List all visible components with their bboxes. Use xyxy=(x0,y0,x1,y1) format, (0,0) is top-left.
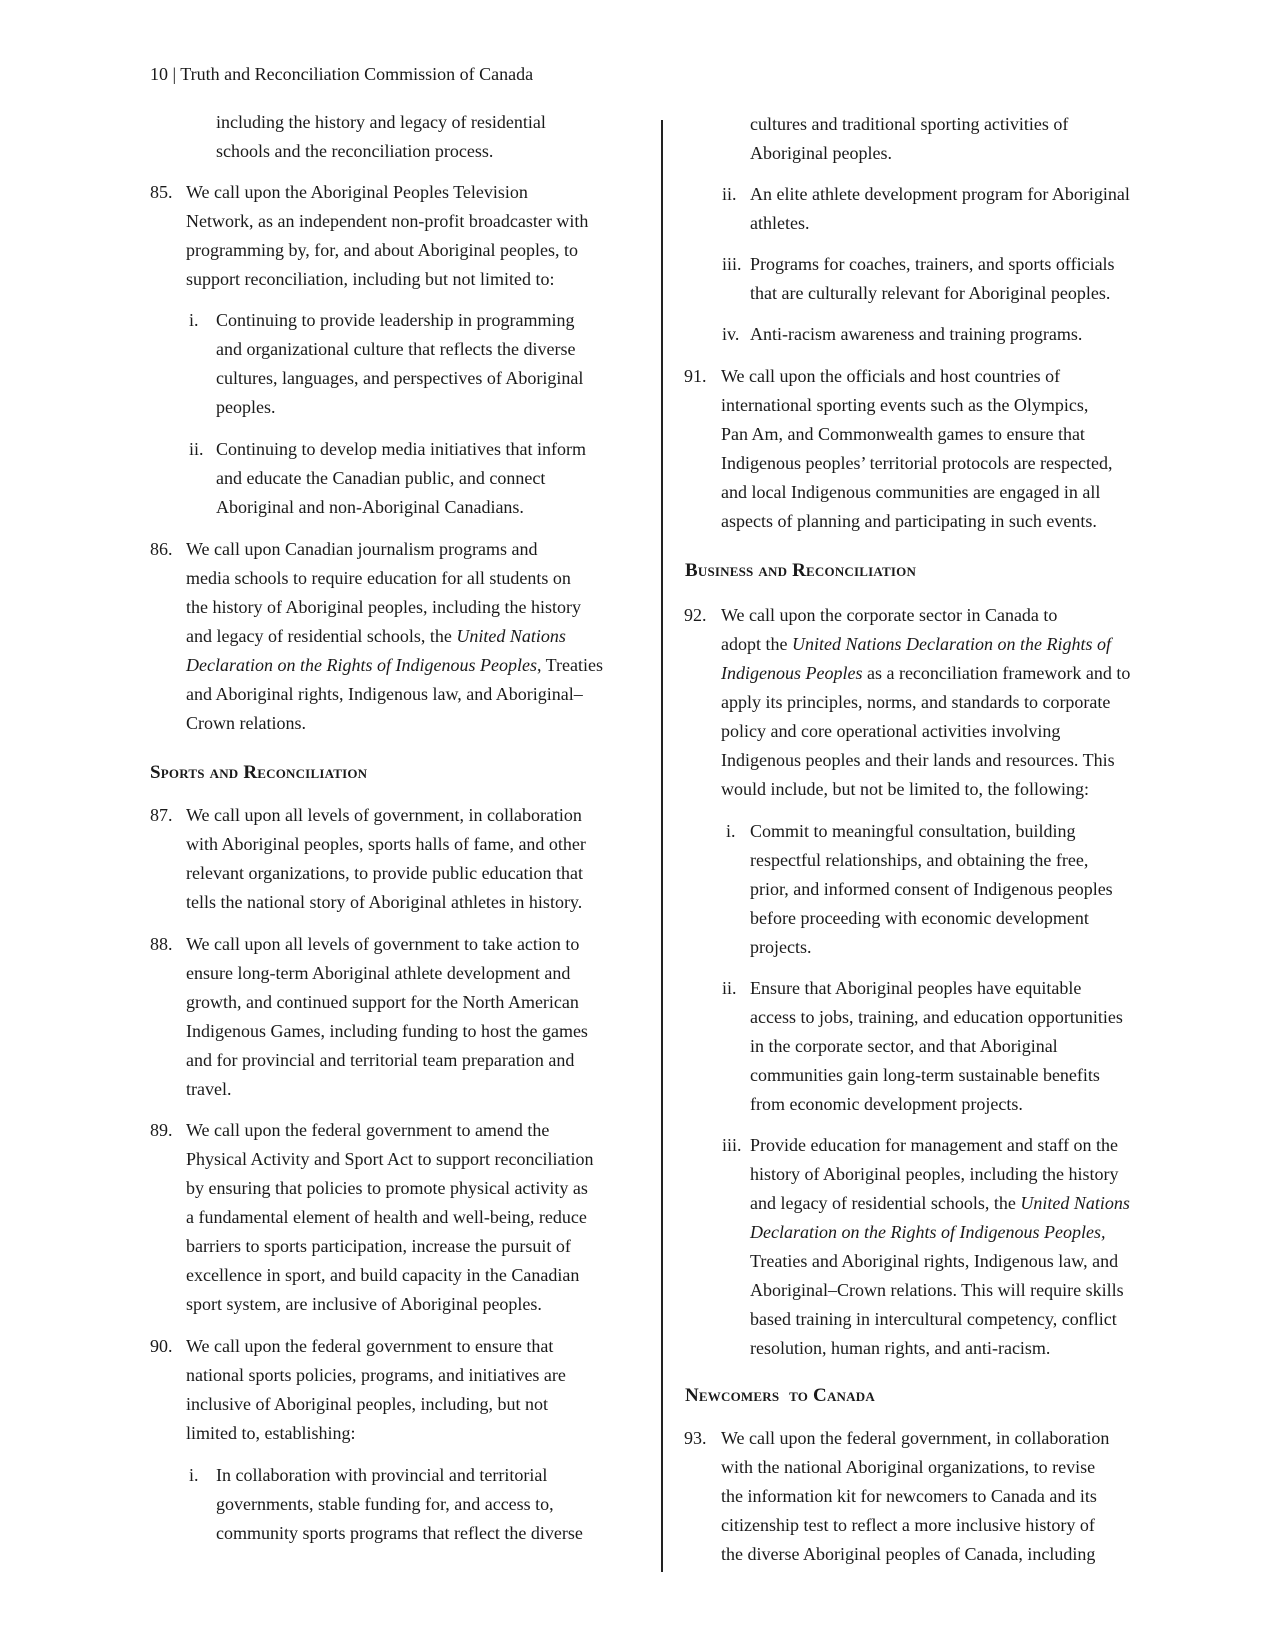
item-number: 86. xyxy=(150,539,173,559)
item-line: media schools to require education for all students on xyxy=(186,568,571,588)
continuation-line: including the history and legacy of residential xyxy=(216,112,546,132)
subitem-line: from economic development projects. xyxy=(750,1094,1023,1114)
italic-title: Indigenous Peoples xyxy=(721,663,863,683)
item-number: 91. xyxy=(684,366,707,386)
item-line: excellence in sport, and build capacity in the Canadian xyxy=(186,1265,580,1285)
item-line: We call upon all levels of government to take action to xyxy=(186,934,580,954)
subitem-line: and organizational culture that reflects the diverse xyxy=(216,339,576,359)
item-line: barriers to sports participation, increase the pursuit of xyxy=(186,1236,571,1256)
item-line xyxy=(721,659,1130,688)
item-line: We call upon Canadian journalism programs and xyxy=(186,539,538,559)
item-line xyxy=(721,630,1111,659)
subitem-line: Anti-racism awareness and training programs. xyxy=(750,324,1083,344)
item-line: inclusive of Aboriginal peoples, including, but not xyxy=(186,1394,548,1414)
subitem-line xyxy=(750,1189,1130,1218)
text-run: adopt the xyxy=(721,634,792,654)
subitem-line: projects. xyxy=(750,937,812,957)
item-line: travel. xyxy=(186,1079,232,1099)
item-line: growth, and continued support for the North American xyxy=(186,992,579,1012)
item-line: ensure long-term Aboriginal athlete development and xyxy=(186,963,571,983)
item-line: citizenship test to reflect a more inclusive history of xyxy=(721,1515,1095,1535)
subitem-line: Commit to meaningful consultation, building xyxy=(750,821,1076,841)
subitem-line: in the corporate sector, and that Aboriginal xyxy=(750,1036,1058,1056)
italic-title: United Nations Declaration on the Rights of xyxy=(791,634,1111,654)
item-number: 88. xyxy=(150,934,173,954)
italic-title: United Nations xyxy=(1020,1193,1130,1213)
continuation-line: cultures and traditional sporting activities of xyxy=(750,114,1069,134)
subitem-line: history of Aboriginal peoples, including the history xyxy=(750,1164,1119,1184)
item-number: 85. xyxy=(150,182,173,202)
subitem-line: Provide education for management and staff on the xyxy=(750,1135,1119,1155)
item-line: We call upon the federal government to ensure that xyxy=(186,1336,554,1356)
subitem-line: access to jobs, training, and education opportunities xyxy=(750,1007,1123,1027)
item-line: Crown relations. xyxy=(186,713,306,733)
column-divider xyxy=(661,120,663,1572)
running-header xyxy=(150,64,533,85)
text-run: and legacy of residential schools, the xyxy=(750,1193,1021,1213)
italic-title: Declaration on the Rights of Indigenous Peoples, xyxy=(750,1222,1106,1242)
subitem-marker: iii. xyxy=(722,1135,742,1155)
subitem-line xyxy=(750,1218,1105,1247)
subitem-line: peoples. xyxy=(216,397,276,417)
text-run: , Treaties xyxy=(536,655,603,675)
subitem-marker: i. xyxy=(726,821,736,841)
header-separator: | xyxy=(172,64,177,84)
subitem-marker: i. xyxy=(189,310,199,330)
subitem-marker: ii. xyxy=(189,439,204,459)
item-line: a fundamental element of health and well-being, reduce xyxy=(186,1207,587,1227)
item-line: support reconciliation, including but not limited to: xyxy=(186,269,555,289)
section-heading-sports: Sports and Reconciliation xyxy=(150,762,368,783)
item-line: We call upon the corporate sector in Canada to xyxy=(721,605,1058,625)
item-line: national sports policies, programs, and initiatives are xyxy=(186,1365,566,1385)
subitem-line: Aboriginal–Crown relations. This will require skills xyxy=(750,1280,1124,1300)
subitem-line: before proceeding with economic development xyxy=(750,908,1089,928)
item-line: Network, as an independent non-profit broadcaster with xyxy=(186,211,589,231)
item-number: 89. xyxy=(150,1120,173,1140)
subitem-line: Ensure that Aboriginal peoples have equitable xyxy=(750,978,1082,998)
subitem-line: cultures, languages, and perspectives of Aboriginal xyxy=(216,368,584,388)
subitem-line: Aboriginal and non-Aboriginal Canadians. xyxy=(216,497,524,517)
item-line: and for provincial and territorial team preparation and xyxy=(186,1050,575,1070)
subitem-line: and educate the Canadian public, and connect xyxy=(216,468,546,488)
subitem-line: An elite athlete development program for Aboriginal xyxy=(750,184,1130,204)
item-line: We call upon the Aboriginal Peoples Television xyxy=(186,182,528,202)
subitem-marker: iv. xyxy=(722,324,740,344)
subitem-marker: i. xyxy=(189,1465,199,1485)
subitem-line: In collaboration with provincial and territorial xyxy=(216,1465,548,1485)
item-line: the history of Aboriginal peoples, including the history xyxy=(186,597,581,617)
text-run: and legacy of residential schools, the xyxy=(186,626,457,646)
subitem-line: respectful relationships, and obtaining the free, xyxy=(750,850,1089,870)
continuation-line: schools and the reconciliation process. xyxy=(216,141,494,161)
item-line: and local Indigenous communities are engaged in all xyxy=(721,482,1101,502)
item-line: would include, but not be limited to, the following: xyxy=(721,779,1089,799)
item-line: Indigenous Games, including funding to host the games xyxy=(186,1021,588,1041)
item-line: We call upon the federal government to amend the xyxy=(186,1120,550,1140)
item-line: We call upon the federal government, in collaboration xyxy=(721,1428,1110,1448)
subitem-line: communities gain long-term sustainable benefits xyxy=(750,1065,1100,1085)
item-line: relevant organizations, to provide public education that xyxy=(186,863,584,883)
italic-title: United Nations xyxy=(456,626,566,646)
item-number: 92. xyxy=(684,605,707,625)
item-line: Indigenous peoples’ territorial protocols are respected, xyxy=(721,453,1113,473)
item-line: Indigenous peoples and their lands and resources. This xyxy=(721,750,1115,770)
subitem-marker: ii. xyxy=(722,978,737,998)
item-line: sport system, are inclusive of Aboriginal peoples. xyxy=(186,1294,542,1314)
subitem-line: Continuing to develop media initiatives that inform xyxy=(216,439,586,459)
item-line: apply its principles, norms, and standards to corporate xyxy=(721,692,1111,712)
item-line: We call upon all levels of government, in collaboration xyxy=(186,805,582,825)
subitem-line: based training in intercultural competency, conflict xyxy=(750,1309,1117,1329)
item-line: the diverse Aboriginal peoples of Canada, including xyxy=(721,1544,1096,1564)
subitem-line: Treaties and Aboriginal rights, Indigenous law, and xyxy=(750,1251,1119,1271)
subitem-line: Continuing to provide leadership in programming xyxy=(216,310,575,330)
subitem-line: prior, and informed consent of Indigenous peoples xyxy=(750,879,1113,899)
italic-title: Declaration on the Rights of Indigenous Peoples xyxy=(186,655,537,675)
section-heading-newcomers: Newcomers to Canada xyxy=(685,1385,875,1406)
item-line: and Aboriginal rights, Indigenous law, and Aboriginal– xyxy=(186,684,583,704)
subitem-line: governments, stable funding for, and access to, xyxy=(216,1494,554,1514)
item-line: international sporting events such as the Olympics, xyxy=(721,395,1089,415)
item-number: 90. xyxy=(150,1336,173,1356)
continuation-line: Aboriginal peoples. xyxy=(750,143,892,163)
item-line: by ensuring that policies to promote physical activity as xyxy=(186,1178,588,1198)
item-line: limited to, establishing: xyxy=(186,1423,356,1443)
subitem-line: Programs for coaches, trainers, and sports officials xyxy=(750,254,1115,274)
item-line: programming by, for, and about Aboriginal peoples, to xyxy=(186,240,579,260)
item-line: with the national Aboriginal organizations, to revise xyxy=(721,1457,1096,1477)
subitem-marker: ii. xyxy=(722,184,737,204)
document-title: Truth and Reconciliation Commission of Canada xyxy=(180,64,534,84)
subitem-line: that are culturally relevant for Aboriginal peoples. xyxy=(750,283,1111,303)
section-heading-business: Business and Reconciliation xyxy=(685,560,917,581)
page-number: 10 xyxy=(150,64,168,84)
subitem-line: resolution, human rights, and anti-racism. xyxy=(750,1338,1051,1358)
subitem-marker: iii. xyxy=(722,254,742,274)
item-line: the information kit for newcomers to Canada and its xyxy=(721,1486,1097,1506)
item-number: 87. xyxy=(150,805,173,825)
item-line: Pan Am, and Commonwealth games to ensure that xyxy=(721,424,1085,444)
item-line: tells the national story of Aboriginal athletes in history. xyxy=(186,892,583,912)
text-run: as a reconciliation framework and to xyxy=(862,663,1131,683)
subitem-line: athletes. xyxy=(750,213,810,233)
item-line: Physical Activity and Sport Act to support reconciliation xyxy=(186,1149,594,1169)
item-line: We call upon the officials and host countries of xyxy=(721,366,1061,386)
item-line xyxy=(186,651,603,680)
item-line: with Aboriginal peoples, sports halls of fame, and other xyxy=(186,834,586,854)
item-number: 93. xyxy=(684,1428,707,1448)
subitem-line: community sports programs that reflect the diverse xyxy=(216,1523,583,1543)
item-line: policy and core operational activities involving xyxy=(721,721,1061,741)
item-line: aspects of planning and participating in such events. xyxy=(721,511,1097,531)
item-line xyxy=(186,622,566,651)
